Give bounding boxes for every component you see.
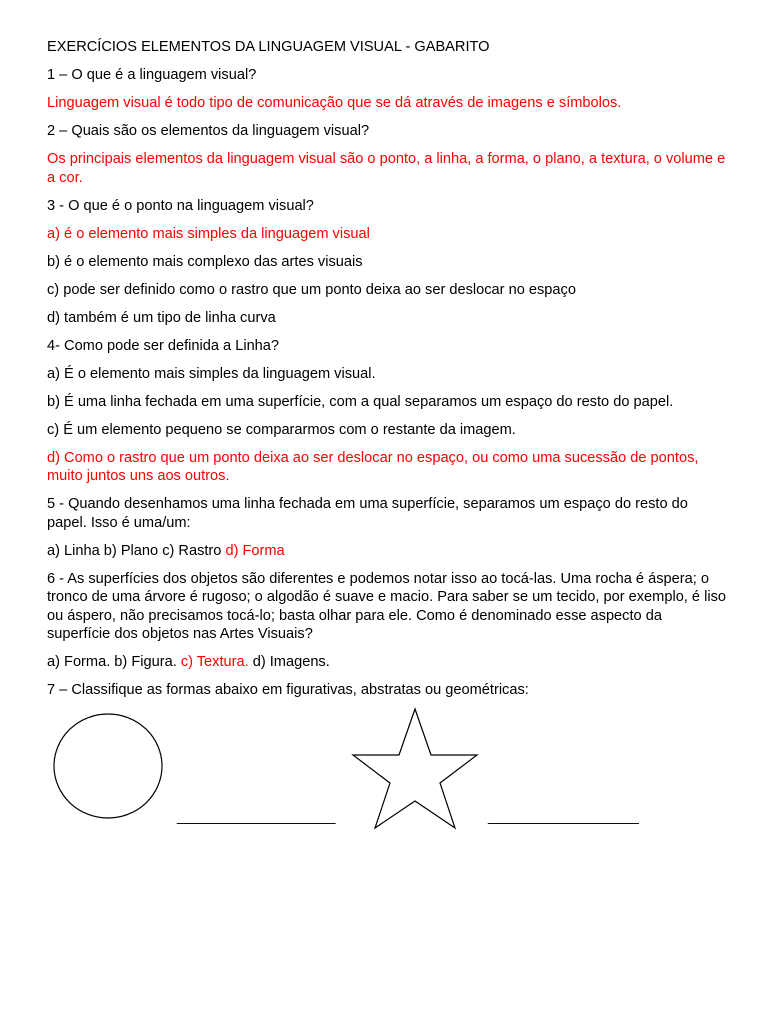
q4-option-d: d) Como o rastro que um ponto deixa ao ser deslocar no espaço, ou como uma sucessão de pontos, muito juntos uns aos outros. bbox=[47, 449, 699, 484]
q4-option-b: b) É uma linha fechada em uma superfície, com a qual separamos um espaço do resto do papel. bbox=[47, 393, 674, 410]
q3-question: 3 - O que é o ponto na linguagem visual? bbox=[47, 197, 314, 214]
q4-question: 4- Como pode ser definida a Linha? bbox=[47, 337, 280, 354]
q6-question: 6 - As superfícies dos objetos são diferentes e podemos notar isso ao tocá-las. Uma rocha é áspera; o tronco de uma árvore é rugoso; o algodão é suave e macio. Para saber se um tecido, por exemplo, é liso ou áspero, não precisamos tocá-lo; basta olhar para ele. Como é denominado esse aspecto da superfície dos objetos nas Artes Visuais? bbox=[47, 570, 726, 642]
circle-shape-icon bbox=[54, 714, 162, 818]
q6-option-d: d) Imagens. bbox=[248, 654, 330, 670]
q3-option-d: d) também é um tipo de linha curva bbox=[47, 309, 276, 326]
q7-question: 7 – Classifique as formas abaixo em figurativas, abstratas ou geométricas: bbox=[47, 682, 529, 698]
q3-option-b: b) é o elemento mais complexo das artes visuais bbox=[47, 253, 363, 270]
document-page bbox=[47, 38, 727, 709]
star-shape-icon bbox=[353, 709, 477, 828]
q6-options-a-b: a) Forma. b) Figura. bbox=[47, 654, 181, 670]
q5-options-prefix: a) Linha b) Plano c) Rastro bbox=[47, 542, 226, 559]
q5-correct-option: d) Forma bbox=[225, 542, 285, 559]
q3-option-a: a) é o elemento mais simples da linguagem visual bbox=[47, 225, 370, 242]
q6-options bbox=[47, 653, 727, 672]
q7-answer-blank-2[interactable]: ____________________ bbox=[488, 809, 639, 825]
q5-question: 5 - Quando desenhamos uma linha fechada em uma superfície, separamos um espaço do resto do papel. Isso é uma/um: bbox=[47, 496, 688, 531]
q4-option-c: c) É um elemento pequeno se compararmos com o restante da imagem. bbox=[47, 421, 516, 438]
document-title: EXERCÍCIOS ELEMENTOS DA LINGUAGEM VISUAL - GABARITO bbox=[47, 39, 490, 55]
q1-question: 1 – O que é a linguagem visual? bbox=[47, 67, 257, 83]
q4-option-a: a) É o elemento mais simples da linguagem visual. bbox=[47, 365, 376, 382]
q6-correct-option: c) Textura. bbox=[180, 654, 249, 670]
q2-answer: Os principais elementos da linguagem visual são o ponto, a linha, a forma, o plano, a textura, o volume e a cor. bbox=[47, 151, 726, 186]
q5-options bbox=[47, 542, 727, 561]
q2-question: 2 – Quais são os elementos da linguagem visual? bbox=[47, 123, 370, 139]
q7-answer-blank-1[interactable]: _____________________ bbox=[177, 809, 335, 825]
q3-option-c: c) pode ser definido como o rastro que um ponto deixa ao ser deslocar no espaço bbox=[47, 281, 576, 298]
q1-answer: Linguagem visual é todo tipo de comunicação que se dá através de imagens e símbolos. bbox=[47, 95, 622, 111]
